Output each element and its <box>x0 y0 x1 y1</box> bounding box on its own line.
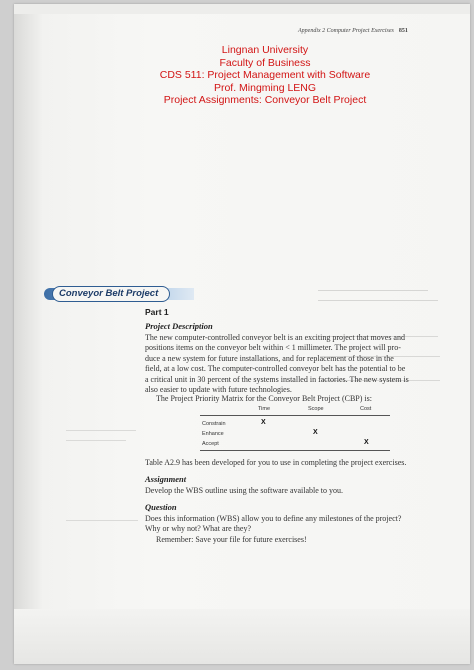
question-line: Does this information (WBS) allow you to define any milestones of the project? <box>145 514 402 523</box>
assignment-text: Develop the WBS outline using the software available to you. <box>145 486 344 495</box>
project-description <box>145 333 441 395</box>
title-professor: Prof. Mingming LENG <box>213 81 317 94</box>
description-line: The new computer-controlled conveyor belt is an exciting project that moves and <box>145 333 405 342</box>
table-note: Table A2.9 has been developed for you to use in completing the project exercises. <box>145 458 407 467</box>
description-line: positions items on the conveyor belt within < 1 millimeter. The project will pro- <box>145 343 401 353</box>
matrix-row-constrain: Constrain <box>202 421 226 427</box>
question-line: Why or why not? What are they? <box>145 524 252 534</box>
description-line: field, at a low cost. The computer-controlled conveyor belt has the potential to be <box>145 364 406 374</box>
bleed-through-line <box>318 300 438 301</box>
part-heading: Part 1 <box>145 307 169 317</box>
title-assignment: Project Assignments: Conveyor Belt Project <box>163 94 367 107</box>
banner-title: Conveyor Belt Project <box>52 286 170 302</box>
running-head-text: Appendix 2 Computer Project Exercises <box>298 28 394 34</box>
title-university: Lingnan University <box>221 44 309 56</box>
question-heading: Question <box>145 502 177 512</box>
question-text <box>145 514 441 535</box>
page-gutter-shadow <box>14 4 42 664</box>
page-top-margin <box>14 4 470 14</box>
section-banner <box>44 286 194 302</box>
matrix-row-enhance: Enhance <box>202 431 224 437</box>
description-line: also easier to update with future technologies. <box>145 385 292 395</box>
bleed-through-line <box>66 440 126 441</box>
running-head <box>298 28 408 34</box>
matrix-mark-accept-cost: X <box>364 439 369 446</box>
matrix-column-scope: Scope <box>308 406 324 412</box>
matrix-intro: The Project Priority Matrix for the Conveyor Belt Project (CBP) is: <box>156 394 372 403</box>
course-title-block <box>150 44 380 107</box>
description-line: a critical unit in 30 percent of the systems installed in factories. The new system is <box>145 374 409 384</box>
matrix-column-cost: Cost <box>360 406 372 412</box>
matrix-mark-constrain-time: X <box>261 419 266 426</box>
priority-matrix <box>200 406 390 450</box>
matrix-bottom-rule <box>200 450 390 451</box>
bleed-through-line <box>318 290 428 291</box>
assignment-heading: Assignment <box>145 474 187 484</box>
matrix-row-accept: Accept <box>202 441 219 447</box>
page-number: 851 <box>398 28 408 34</box>
bleed-through-line <box>66 520 138 521</box>
matrix-column-time: Time <box>258 406 271 412</box>
title-course: CDS 511: Project Management with Software <box>159 69 371 82</box>
description-line: duce a new system for future installations, and for replacement of those in the <box>145 353 394 363</box>
matrix-mark-enhance-scope: X <box>313 429 318 436</box>
matrix-header-rule <box>200 415 390 416</box>
bleed-through-line <box>66 430 136 431</box>
title-faculty: Faculty of Business <box>219 56 311 69</box>
remember-note: Remember: Save your file for future exercises! <box>156 535 307 544</box>
page-bottom-margin <box>14 609 470 664</box>
description-heading: Project Description <box>145 321 213 331</box>
